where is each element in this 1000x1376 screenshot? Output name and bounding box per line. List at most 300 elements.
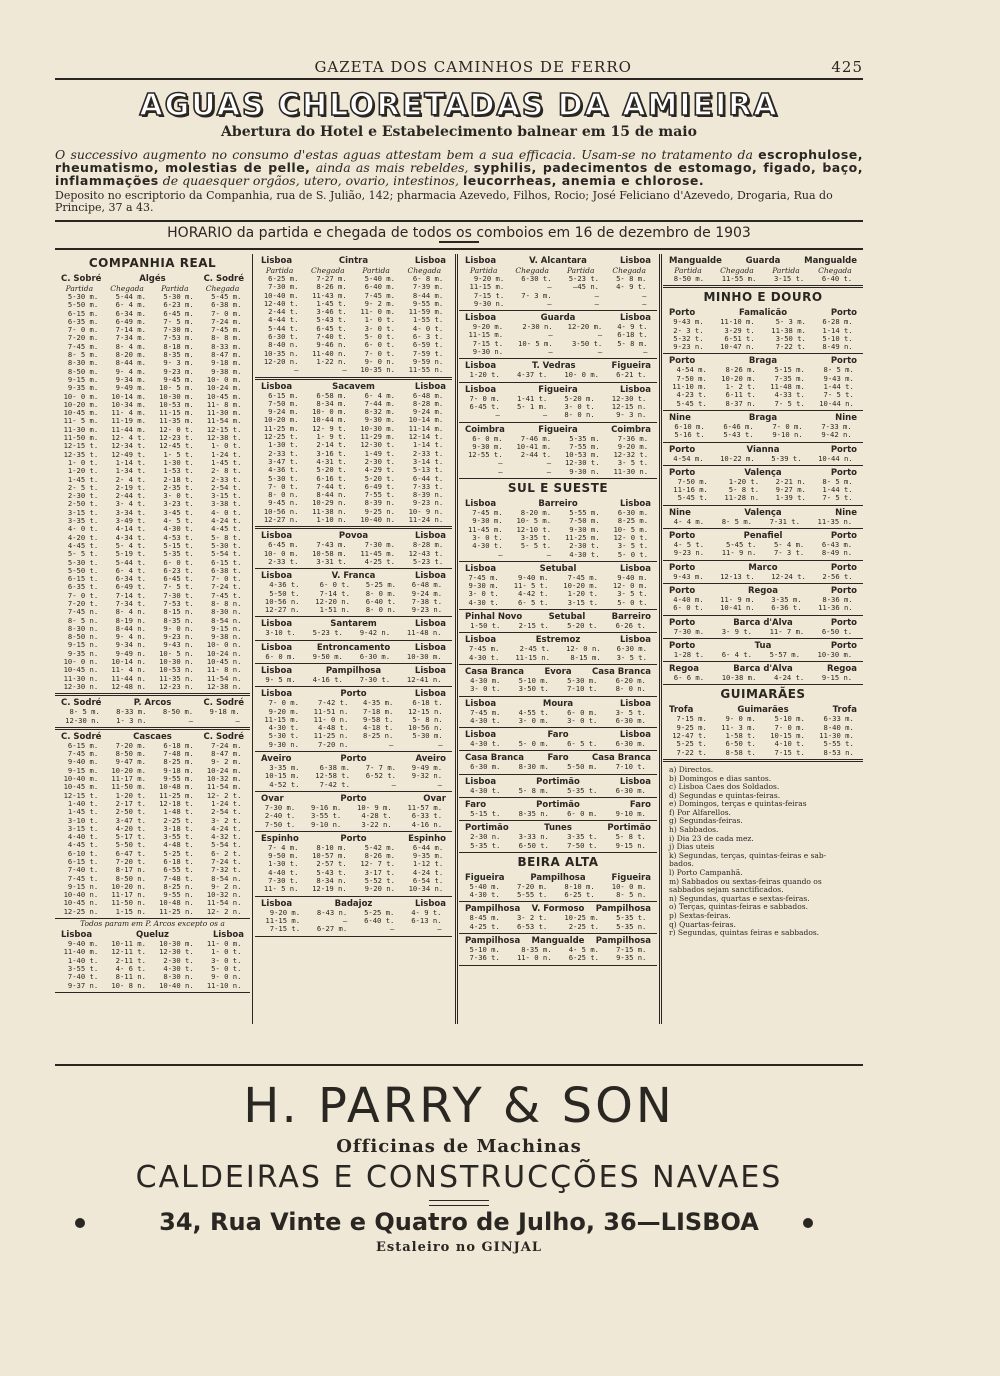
time-cell: 3-35 m.	[771, 594, 802, 604]
time-grid	[461, 677, 655, 694]
station-name: Faro	[547, 753, 569, 764]
station-name: Lisboa	[414, 665, 446, 676]
time-cell: 9-30 m.	[472, 441, 503, 451]
time-cell: 12-25 t.	[263, 432, 299, 442]
time-cell: 11-45 m.	[360, 548, 395, 558]
time-cell: 6-33 t.	[411, 811, 443, 821]
time-cell: 1-30 t.	[268, 859, 299, 869]
time-cell: 7-45 m.	[469, 644, 500, 654]
time-cell: 7-30 m.	[264, 802, 296, 812]
time-cell: 7-20 t.	[67, 598, 99, 608]
time-column	[64, 742, 99, 916]
time-cell: 6-36 t.	[771, 603, 802, 613]
timetable-block	[55, 696, 250, 730]
time-cell: 5-30 m.	[567, 675, 598, 685]
station-name: Pampilhosa	[465, 936, 521, 947]
time-cell: 6-59 t.	[412, 340, 444, 350]
time-cell: 10-30 m.	[406, 651, 442, 661]
time-cell: 7-44 t.	[316, 481, 347, 491]
time-cell: 9-10 n.	[772, 430, 803, 440]
time-cell: 6-43 m.	[821, 540, 853, 550]
time-column	[409, 541, 444, 566]
time-cell: 9-59 n.	[412, 356, 444, 366]
time-column	[771, 455, 801, 463]
time-cell: 1- 0 t.	[211, 441, 242, 451]
time-cell: 10- 5 n.	[159, 648, 194, 658]
time-cell: 1-51 n.	[319, 605, 350, 615]
station-name: Faro	[547, 730, 569, 741]
time-cell: 1-12 t.	[412, 859, 444, 869]
station-name: Porto	[830, 531, 857, 542]
time-cell: 6- 0 t.	[163, 557, 194, 567]
time-cell: 8-44 m.	[412, 290, 444, 300]
time-cell: 9-30 n.	[569, 466, 600, 476]
time-cell: 7-20 t.	[115, 857, 146, 866]
time-cell: 10-45 n.	[63, 665, 99, 675]
time-grid	[461, 763, 655, 771]
time-cell: 5-39 t.	[771, 453, 802, 463]
time-cell: 5-30 t.	[211, 540, 242, 550]
station-name: Lisboa	[261, 898, 293, 909]
time-cell: 5- 8 m.	[518, 785, 549, 795]
time-column	[616, 677, 646, 694]
time-cell: 8-45 m.	[469, 913, 500, 923]
time-cell: —	[498, 466, 503, 476]
time-cell: 3-47 t.	[268, 456, 299, 466]
station-name: Portimão	[465, 823, 509, 834]
time-cell: 7-42 t.	[319, 779, 350, 789]
legend-item: j) Dias uteis	[669, 842, 715, 852]
time-cell: 5-20 t.	[364, 473, 395, 483]
time-cell: 12- 4 t.	[111, 433, 146, 443]
time-cell: 3- 9 t.	[721, 626, 752, 636]
station-name: Guimarães	[737, 705, 789, 716]
time-cell: 11-25 n.	[313, 731, 349, 741]
time-column	[207, 940, 242, 990]
timetable-block	[459, 697, 657, 729]
time-cell: 8-10 m.	[564, 881, 595, 891]
station-name: Entroncamento	[316, 642, 391, 653]
time-cell: 11-57 m.	[407, 802, 443, 812]
time-cell: 7-18 m.	[363, 706, 394, 716]
time-cell: 5- 0 t.	[211, 963, 242, 973]
time-cell: 11-44 m.	[111, 424, 146, 434]
time-cell: 4-30 t.	[469, 890, 500, 900]
time-cell: 8- 5 n.	[67, 615, 99, 625]
time-cell: 3-49 t.	[115, 516, 146, 526]
time-cell: 10-20 m.	[111, 765, 146, 775]
time-cell: 8-33 m.	[211, 341, 242, 351]
time-cell: 1-20 t.	[115, 790, 146, 800]
time-grid	[57, 940, 248, 990]
time-cell: 9-43 n.	[163, 640, 194, 650]
time-cell: 2-33 t.	[268, 556, 299, 566]
time-cell: 7-45 m.	[67, 341, 99, 351]
time-cell: 4-45 t.	[67, 840, 99, 850]
time-cell: 6- 5 t.	[518, 597, 549, 607]
timetable-block	[459, 871, 657, 903]
time-cell: 4-24 t.	[211, 823, 242, 833]
legend-item: o) Terças, quintas-feiras e sabbados.	[669, 902, 808, 912]
time-cell: 7-35 m.	[774, 373, 805, 383]
time-cell: 8-50 m.	[67, 366, 99, 376]
time-cell: 11- 5 m.	[63, 416, 99, 426]
time-cell: 1- 5 t.	[163, 449, 194, 459]
pc-label: Partida	[674, 266, 702, 275]
time-cell: 10-45 m.	[206, 391, 242, 401]
legend-item: sabbados sejam sanctificados.	[669, 885, 784, 895]
time-cell: 5-15 m.	[774, 365, 805, 375]
footnote-arcos: Todos param em P. Arcos excepto os a	[80, 919, 225, 929]
time-cell: 2-44 t.	[268, 307, 299, 317]
time-cell: 6-21 t.	[616, 370, 647, 380]
time-column	[822, 628, 852, 636]
time-cell: 6-15 t.	[67, 574, 99, 584]
time-cell: —	[498, 458, 503, 468]
legend	[663, 762, 863, 942]
time-cell: 4-55 t.	[518, 707, 549, 717]
station-name: Trofa	[832, 705, 857, 716]
time-cell: 7-30 t.	[359, 674, 391, 684]
time-cell: 8- 5 m.	[69, 707, 100, 717]
time-cell: 7-14 t.	[115, 590, 146, 600]
time-column	[411, 909, 441, 934]
time-column	[567, 787, 597, 795]
time-column	[616, 622, 646, 630]
time-cell: 2-54 t.	[211, 482, 242, 492]
station-name: Lisboa	[619, 563, 651, 574]
timetable-block	[255, 380, 452, 530]
time-cell: 12-48 n.	[111, 681, 146, 691]
time-column	[722, 518, 752, 526]
timetable-block	[55, 272, 250, 696]
time-column	[360, 653, 390, 661]
time-cell: 7-53 t.	[163, 598, 194, 608]
time-column	[720, 596, 755, 613]
time-cell: 10-44 n.	[818, 453, 853, 463]
time-column	[64, 293, 99, 691]
time-cell: 5- 8 m.	[617, 338, 648, 348]
time-cell: 6-40 t.	[821, 274, 853, 283]
time-column	[771, 596, 801, 613]
time-cell: 2-30 n.	[470, 832, 501, 842]
time-cell: 6-40 t.	[365, 596, 396, 606]
time-cell: 5-20 t.	[567, 621, 598, 631]
time-column	[771, 573, 806, 581]
time-cell: 4-40 m.	[673, 594, 704, 604]
time-cell: 4-25 t.	[364, 556, 395, 566]
pc-label: Partida	[362, 266, 390, 275]
time-column	[360, 541, 395, 566]
station-name: Pampilhosa	[595, 936, 651, 947]
time-cell: 7-45 m.	[364, 290, 395, 300]
time-cell: 8-19 n.	[115, 615, 146, 625]
station-name: Porto	[830, 308, 857, 319]
time-cell: 5- 4 t.	[115, 540, 146, 550]
time-cell: 9-20 n.	[364, 884, 395, 894]
time-column	[720, 455, 755, 463]
station-name: Aveiro	[415, 754, 446, 765]
station-name: Braga	[748, 356, 778, 367]
time-grid	[461, 509, 655, 559]
time-cell: 11-19 m.	[111, 416, 146, 426]
time-cell: 5-43 t.	[316, 867, 347, 877]
station-name: V. Franca	[331, 571, 376, 582]
time-cell: 4-23 t.	[676, 390, 707, 400]
time-cell: 6-50 t.	[821, 626, 853, 636]
time-cell: 6-45 t.	[316, 323, 347, 333]
station-name: Porto	[669, 444, 696, 455]
station-name: Porto	[830, 640, 857, 651]
time-grid	[461, 709, 655, 726]
time-cell: 12-27 n.	[263, 515, 299, 525]
time-cell: 11-15 m.	[468, 330, 504, 340]
station-name: Lisboa	[619, 730, 651, 741]
time-grid	[257, 581, 450, 614]
time-grid	[57, 293, 248, 691]
time-cell: —	[498, 549, 503, 559]
ad-body: O successivo augmento no consumo d'estas aguas attestam bem a sua efficacia. Usam-se no tratamento da escrophulose, rheumatismo, molestias de pelle, ainda as mais rebeldes, syphilis, padecimentos de estomago, figado, baço, inflammações de quaesquer orgãos, utero, ovario, intestinos, leucorrheas, anemia e chlorose.	[55, 147, 863, 188]
time-cell: 10-14 m.	[111, 391, 146, 401]
time-column	[116, 708, 146, 725]
time-cell: 9-16 m.	[310, 802, 342, 812]
time-cell: 2-30 t.	[163, 955, 194, 965]
station-name: Regoa	[748, 585, 778, 596]
time-column	[822, 318, 852, 351]
time-cell: 12- 2 t.	[206, 790, 242, 800]
time-cell: 10-24 m.	[206, 765, 242, 775]
time-grid	[57, 708, 248, 725]
time-cell: 7-22 t.	[676, 747, 707, 757]
time-cell: 10-20 m.	[63, 399, 99, 409]
time-cell: 1-50 t.	[470, 621, 501, 631]
time-cell: 11-28 n.	[724, 493, 760, 503]
time-cell: 3- 0 t.	[468, 589, 499, 599]
time-cell: 1-58 t.	[725, 731, 756, 741]
time-cell: 5-30 m.	[163, 292, 194, 301]
time-cell: 9-32 n.	[411, 771, 443, 781]
time-cell: 5-44 m.	[115, 292, 146, 301]
time-cell: —	[548, 347, 553, 357]
time-grid	[461, 833, 655, 850]
time-column	[470, 677, 500, 694]
time-cell: 7-48 m.	[163, 749, 194, 759]
time-grid	[461, 810, 655, 818]
time-cell: 4- 0 t.	[211, 507, 242, 517]
time-column	[568, 323, 603, 356]
time-cell: 1-41 t.	[516, 393, 548, 403]
station-row	[461, 256, 655, 266]
time-cell: 12-38 n.	[206, 681, 242, 691]
time-cell: 2-30 t.	[67, 491, 99, 501]
time-cell: 6-34 t.	[115, 574, 146, 584]
time-cell: 8-50 m.	[162, 707, 194, 717]
time-cell: 8-36 m.	[822, 594, 853, 604]
time-cell: —	[390, 924, 395, 934]
time-cell: 6- 0 t.	[364, 340, 395, 350]
time-column	[563, 574, 598, 607]
time-cell: 7-33 t.	[412, 481, 444, 491]
time-cell: 11-38 m.	[771, 325, 806, 335]
time-cell: 12-25 n.	[63, 906, 99, 916]
legend-item: a) Directos.	[669, 764, 714, 774]
time-column	[517, 946, 552, 963]
time-cell: 5-30 m.	[67, 292, 99, 301]
time-cell: 7-30 t.	[163, 590, 194, 600]
time-cell: 9- 0 n.	[211, 972, 242, 982]
time-column	[569, 275, 599, 308]
time-cell: 5-35 t.	[470, 840, 501, 850]
time-cell: 3-15 t.	[67, 507, 99, 517]
time-cell: 11-51 n.	[313, 706, 349, 716]
time-cell: 5- 0 t.	[364, 332, 395, 342]
time-cell: 7-50 m.	[268, 398, 299, 408]
time-cell: 5-50 m.	[67, 300, 99, 310]
time-cell: 2-56 t.	[822, 571, 853, 581]
time-cell: —	[438, 739, 443, 749]
time-column	[616, 371, 646, 379]
time-cell: 8- 5 m.	[721, 516, 752, 526]
time-cell: 8-30 m.	[67, 358, 99, 368]
time-cell: 9-34 m.	[115, 374, 146, 384]
time-cell: 2-30 n.	[522, 322, 553, 332]
time-cell: 7- 5 t.	[823, 390, 854, 400]
time-grid	[57, 742, 248, 916]
station-name: Lisboa	[619, 698, 651, 709]
time-cell: 6-49 m.	[115, 316, 146, 326]
legend-item: l) Porto Campanhã.	[669, 868, 743, 878]
time-cell: 7-34 t.	[115, 598, 146, 608]
time-cell: 1-14 t.	[412, 440, 444, 450]
time-cell: 6- 0 m.	[472, 433, 503, 443]
time-cell: 3-35 t.	[520, 532, 552, 542]
time-cell: 11-35 m.	[159, 416, 194, 426]
time-column	[818, 596, 853, 613]
time-cell: 10-24 n.	[206, 648, 242, 658]
time-cell: 9-24 m.	[412, 407, 444, 417]
time-cell: 3- 5 t.	[617, 589, 648, 599]
time-column	[159, 940, 194, 990]
time-cell: 6-46 m.	[723, 421, 754, 431]
time-cell: 10-40 n.	[360, 515, 395, 525]
time-cell: 5-30 t.	[268, 473, 299, 483]
time-cell: 3-16 t.	[316, 448, 347, 458]
time-cell: 9- 5 m.	[265, 674, 296, 684]
time-cell: 4- 4 m.	[673, 516, 705, 526]
time-cell: 6-38 m.	[319, 763, 350, 773]
time-cell: 10-44 n.	[819, 398, 854, 408]
section-heading: MINHO E DOURO	[703, 290, 823, 305]
station-name: Lisboa	[465, 635, 497, 646]
station-name: Lisboa	[261, 256, 293, 266]
time-column	[821, 423, 851, 440]
station-name: V. Formoso	[531, 904, 585, 915]
time-column	[514, 574, 549, 607]
time-cell: 7-22 t.	[775, 342, 806, 352]
time-column	[470, 371, 500, 379]
time-column	[265, 653, 295, 661]
time-column	[519, 787, 549, 795]
time-cell: 5-23 t.	[568, 274, 599, 283]
time-cell: 10-14 m.	[408, 415, 444, 425]
time-cell: 6- 0 t.	[673, 603, 704, 613]
time-column	[613, 509, 648, 559]
time-cell: 10-48 n.	[159, 898, 194, 908]
section-heading: GUIMARÃES	[720, 687, 806, 702]
time-column	[516, 435, 551, 476]
time-cell: 10-40 m.	[63, 774, 99, 784]
pc-label: Partida	[772, 266, 800, 275]
time-cell: 8-39 n.	[364, 498, 395, 508]
time-cell: 11- 4 m.	[111, 408, 146, 418]
time-grid	[665, 651, 861, 659]
time-cell: 8- 8 m.	[211, 333, 242, 343]
time-cell: —	[642, 290, 647, 300]
time-cell: 6-35 m.	[67, 316, 99, 326]
time-column	[776, 478, 806, 503]
time-cell: 10-45 m.	[63, 408, 99, 418]
time-cell: 3-50 t.	[775, 333, 806, 343]
time-column	[470, 395, 500, 420]
time-column	[674, 423, 704, 440]
time-cell: 5- 8 t.	[615, 832, 646, 842]
time-cell: —	[547, 298, 552, 308]
time-column	[721, 715, 756, 756]
time-cell: 8-15 n.	[163, 607, 194, 617]
time-cell: 8-18 m.	[163, 341, 194, 351]
time-cell: 4- 5 t.	[673, 540, 705, 550]
time-cell: 9-35 m.	[412, 851, 444, 861]
time-cell: 6-30 t.	[521, 274, 552, 283]
time-column	[616, 833, 646, 850]
time-cell: 4-52 t.	[269, 779, 300, 789]
time-grid	[665, 423, 861, 440]
station-name: C. Sodré	[61, 698, 102, 709]
time-column	[264, 275, 299, 375]
time-grid	[665, 674, 861, 682]
time-cell: 9-15 n.	[615, 840, 646, 850]
time-cell: 8-20 m.	[520, 508, 552, 518]
time-cell: 5-30 t.	[268, 731, 299, 741]
time-cell: 3- 0 t.	[472, 532, 503, 542]
time-column	[567, 709, 597, 726]
time-cell: 2-35 t.	[163, 482, 194, 492]
time-cell: 10-20 m.	[721, 373, 756, 383]
time-cell: 12-20 n.	[263, 356, 299, 366]
pc-label: Chegada	[110, 284, 144, 293]
time-grid	[461, 395, 655, 420]
time-cell: 7-50 t.	[264, 819, 296, 829]
time-cell: 6-51 t.	[724, 333, 755, 343]
time-cell: 4-30 t.	[468, 597, 499, 607]
time-column	[613, 574, 648, 607]
time-cell: 11-30 m.	[206, 408, 242, 418]
time-cell: —	[294, 365, 299, 375]
time-cell: 11-15 m.	[265, 915, 301, 925]
time-cell: 6- 6 m.	[673, 673, 705, 683]
time-column	[311, 804, 341, 829]
time-cell: 10-15 m.	[264, 771, 300, 781]
legend-item: b) Domingos e dias santos.	[669, 773, 772, 783]
station-name: Porto	[669, 308, 696, 319]
time-cell: 7-32 t.	[211, 865, 242, 875]
time-cell: 8-28 m.	[412, 398, 444, 408]
time-cell: 11-15 m.	[469, 282, 505, 292]
station-name: Coimbra	[465, 424, 505, 435]
time-cell: 7-45 n.	[67, 607, 99, 617]
time-column	[774, 541, 804, 558]
time-cell: 9-55 m.	[163, 774, 194, 784]
